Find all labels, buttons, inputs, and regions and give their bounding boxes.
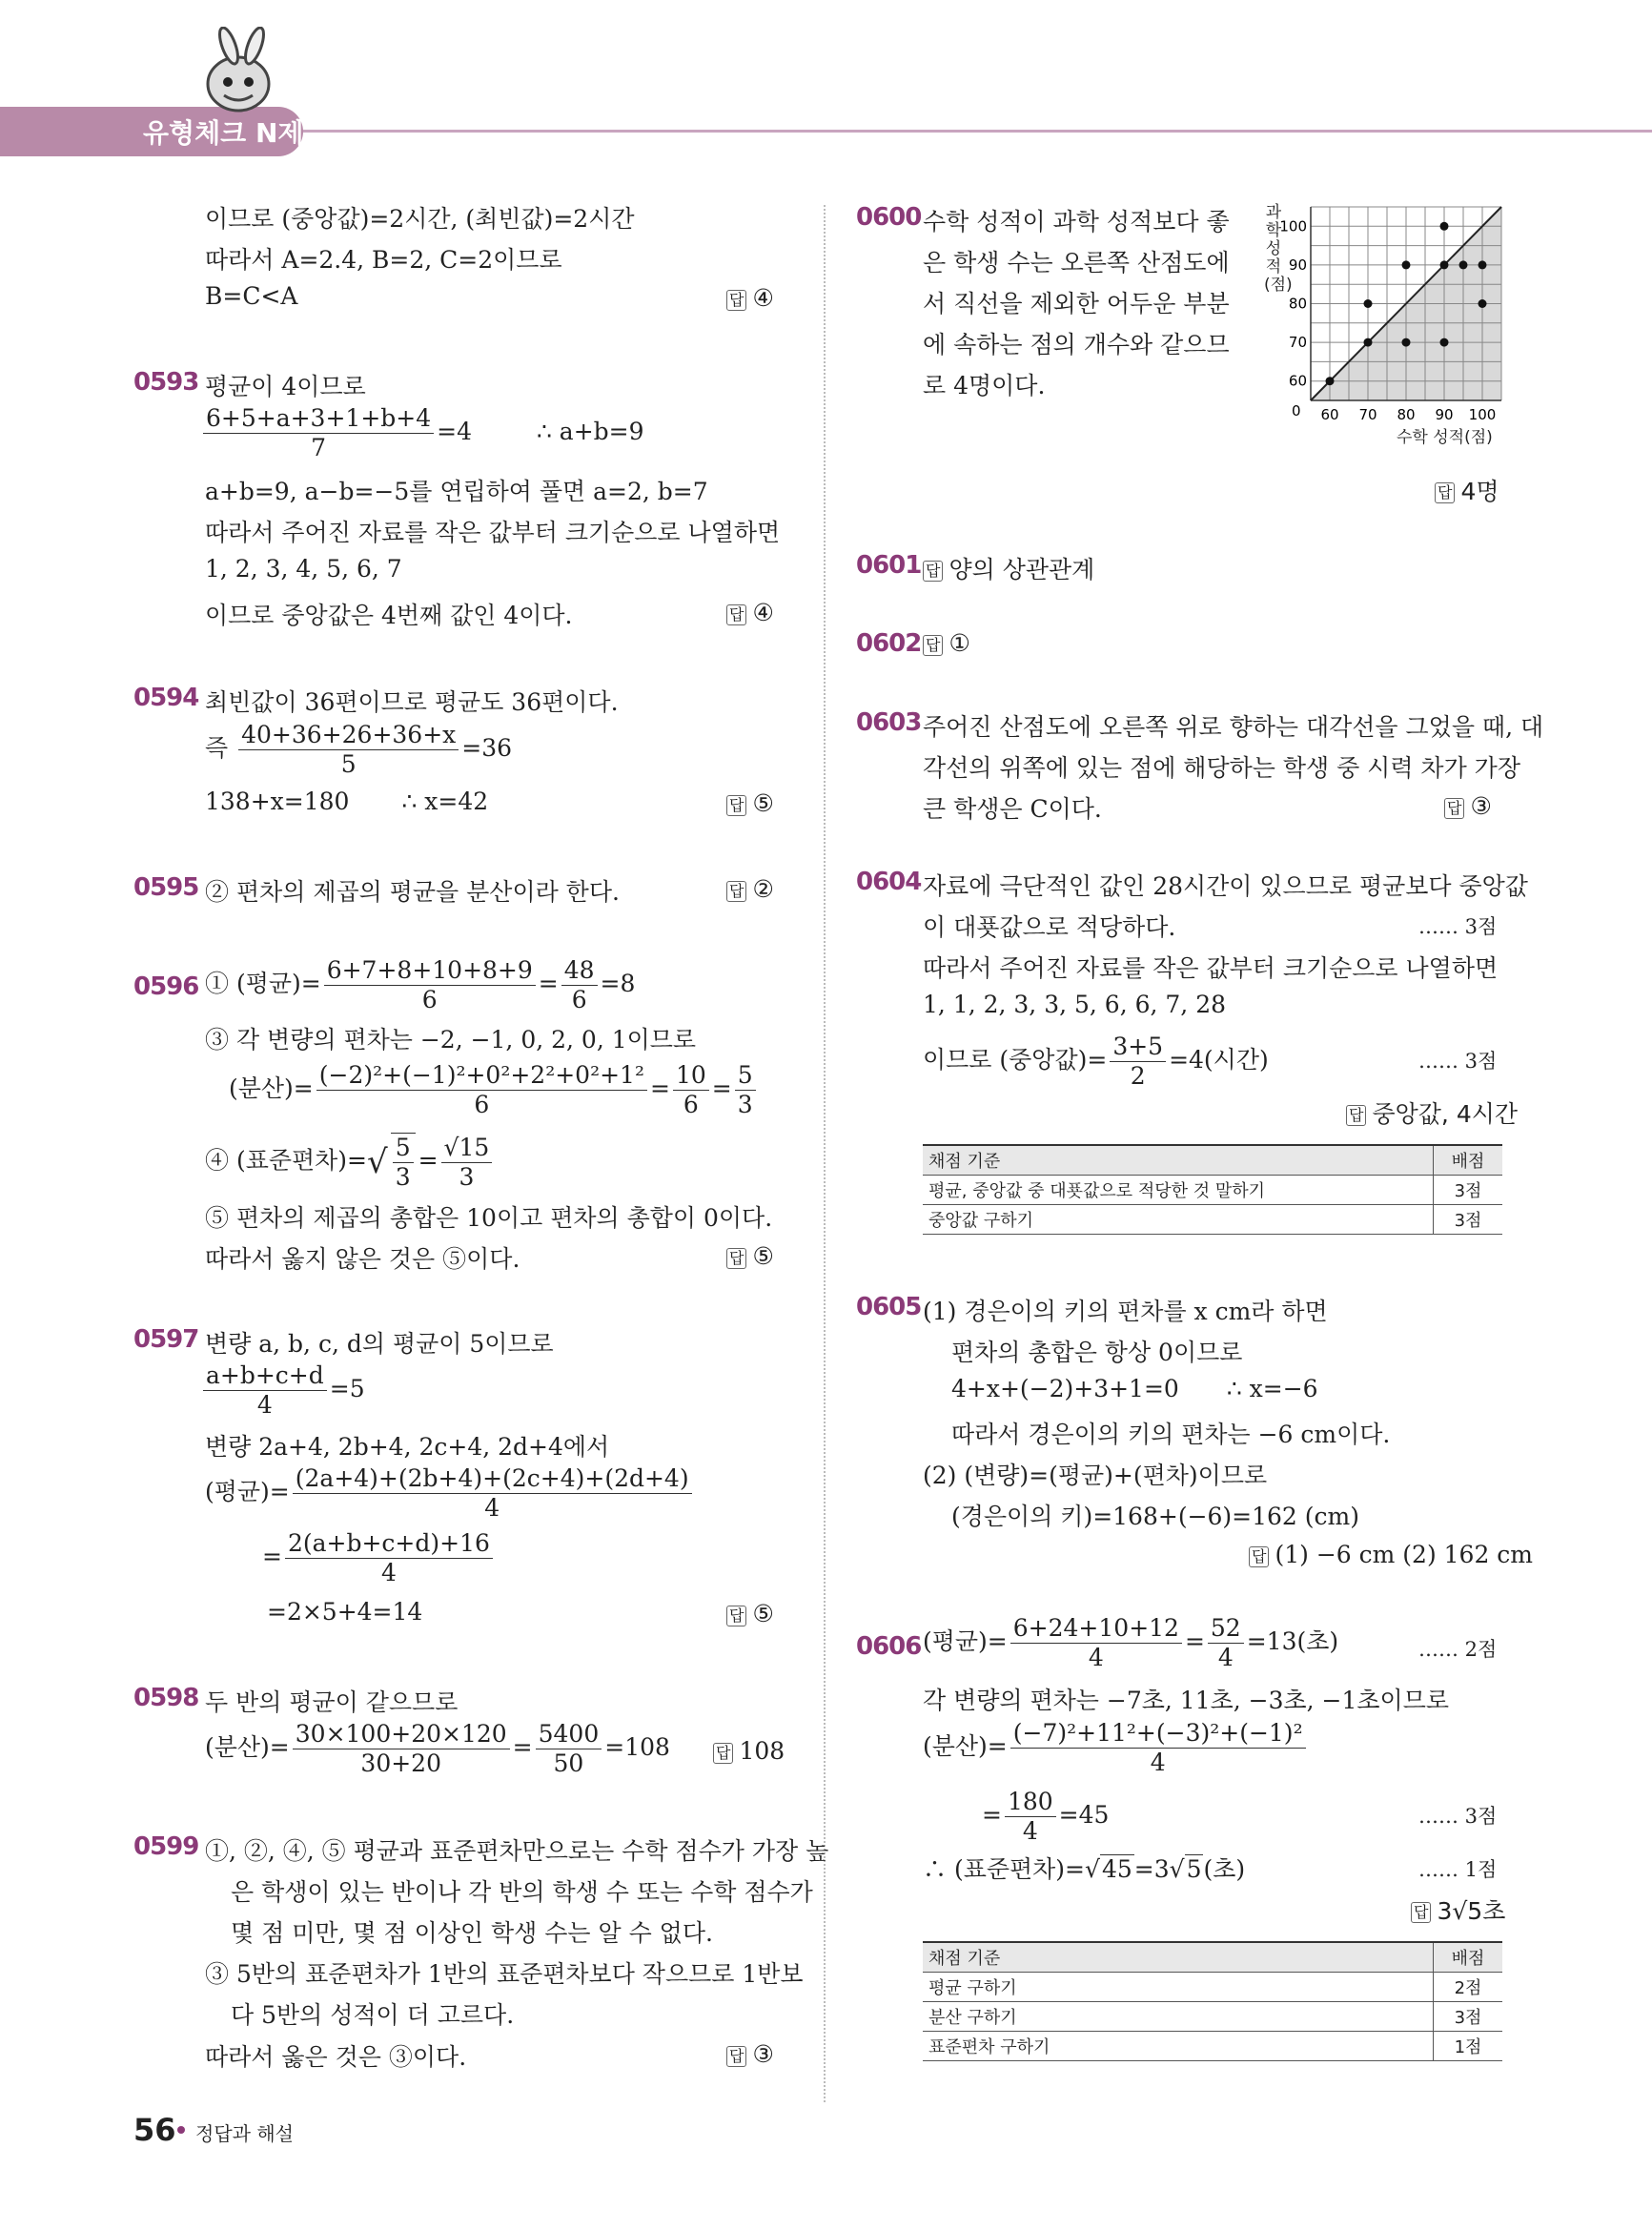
answer: 답 4명 [1435,473,1499,507]
problem-number: 0600 [856,203,922,232]
text-line: 주어진 산점도에 오른쪽 위로 향하는 대각선을 그었을 때, 대 [923,713,1544,741]
text-line: 은 학생이 있는 반이나 각 반의 학생 수 또는 수학 점수가 [231,1878,813,1906]
equation: $\frac{6+5+a+3+1+b+4}{7}$ =4 ∴ a+b=9 [200,404,644,462]
text-line: 따라서 주어진 자료를 작은 값부터 크기순으로 나열하면 [205,519,781,546]
text-line: =2×5+4=14 [267,1598,423,1626]
text-line: 에 속하는 점의 개수와 같으므 [923,331,1230,358]
data-point [1459,260,1468,269]
text-line: ③ 각 변량의 편차는 −2, −1, 0, 2, 0, 1이므로 [205,1026,697,1054]
problem-number: 0593 [133,368,199,397]
x-tick-label: 90 [1435,406,1454,423]
x-tick-label: 80 [1397,406,1416,423]
text-line: 몇 점 미만, 몇 점 이상인 학생 수는 알 수 없다. [231,1919,713,1947]
problem-number: 0599 [133,1832,199,1861]
origin-label: 0 [1292,402,1301,419]
problem-number: 0604 [856,868,922,896]
problem-number: 0603 [856,708,922,737]
equation: 4+x+(−2)+3+1=0 ∴ x=−6 [951,1375,1318,1402]
problem-number: 0595 [133,873,199,902]
answer: 답 ④ [726,284,774,312]
score: …… 3점 [1418,1805,1498,1828]
text-line: (1) 경은이의 키의 편차를 x cm라 하면 [923,1298,1328,1325]
text-line: ② 편차의 제곱의 평균을 분산이라 한다. [205,878,620,906]
text-line: (2) (변량)=(평균)+(편차)이므로 [923,1462,1268,1489]
text-line: B=C<A [205,282,298,310]
text-line: 최빈값이 36편이므로 평균도 36편이다. [205,688,619,716]
answer: 답 (1) −6 cm (2) 162 cm [1249,1541,1533,1568]
answer-mark: 답 [726,290,746,311]
equation: (분산)= $\frac{30\times 100+20\times 120}{30+20}$ = $\frac{5400}{50}$ =108 [205,1720,670,1777]
page-number: 56 [133,2112,176,2148]
answer: 답 중앙값, 4시간 [1346,1095,1518,1130]
text-line: 따라서 옳은 것은 ③이다. [205,2043,467,2071]
header-title: 유형체크 N제 [143,117,304,149]
text-line: 이 대푯값으로 적당하다. [923,913,1176,941]
chart-xlabel: 수학 성적(점) [1397,428,1493,447]
equation: ④ (표준편차)=√ $\frac{5}{3}$ = $\frac{√15}{3}$ [205,1133,495,1192]
equation: (분산)= $\frac{\text{(−7)²+11²+(−3)²+(−1)²}}{4}$ [923,1719,1309,1777]
equation: (평균)= $\frac{6+24+10+12}{4}$ = $\frac{52}{4}$ =13(초) [923,1614,1339,1671]
equation: (분산)= $\frac{\text{(−2)²+(−1)²+0²+2²+0²+1²}}{6}$ = $\frac{10}{6}$ = $\frac{5}{3}$ [229,1061,759,1119]
chart-ylabel: 과학 성적(점) [1264,203,1293,295]
answer: 답 양의 상관관계 [923,551,1094,585]
equation: ∴ (표준편차)=√45=3√5(초) [923,1855,1246,1883]
text-line: 각 변량의 편차는 −7초, 11초, −3초, −1초이므로 [923,1687,1449,1714]
footer-section: 정답과 해설 [195,2122,294,2145]
data-point [1440,222,1449,231]
equation: = $\frac{2(a+b+c+d)+16}{4}$ [262,1529,496,1587]
data-point [1440,338,1449,347]
grading-table: 채점 기준 배점 평균 구하기 2점 분산 구하기 3점 표준편차 구하기 1점 [923,1941,1502,2061]
data-point [1402,338,1411,347]
problem-number: 0594 [133,684,199,712]
problem-number: 0597 [133,1325,199,1354]
text-line: 따라서 경은이의 키의 편차는 −6 cm이다. [951,1421,1391,1448]
equation: 138+x=180 ∴ x=42 [205,788,489,815]
text-line: ③ 5반의 표준편차가 1반의 표준편차보다 작으므로 1반보 [205,1960,804,1988]
answer: 답 108 [713,1737,785,1765]
equation: 즉 $\frac{40+36+26+36+x}{5}$ =36 [205,721,513,778]
x-tick-label: 60 [1320,406,1339,423]
equation: ① (평균)= $\frac{6+7+8+10+8+9}{6}$ = $\frac{48}{6}$ =8 [205,956,636,1013]
answer: 답 ③ [726,2040,774,2068]
data-point [1326,377,1335,385]
x-tick-label: 100 [1468,406,1497,423]
text-line: 변량 2a+4, 2b+4, 2c+4, 2d+4에서 [205,1433,610,1461]
equation: (평균)= $\frac{(2a+4)+(2b+4)+(2c+4)+(2d+4)}{4}$ [205,1464,695,1523]
y-tick-label: 100 [1279,217,1307,235]
data-point [1479,260,1487,269]
y-tick-label: 70 [1288,334,1307,352]
text-line: 이므로 (중앙값)=2시간, (최빈값)=2시간 [205,205,635,233]
text-line: ⑤ 편차의 제곱의 총합은 10이고 편차의 총합이 0이다. [205,1204,773,1232]
header-rule [286,130,1652,133]
text-line: 다 5반의 성적이 더 고르다. [231,2001,515,2029]
text-line: 1, 1, 2, 3, 3, 5, 6, 6, 7, 28 [923,991,1227,1018]
equation: = $\frac{180}{4}$ =45 [982,1788,1110,1845]
problem-number: 0596 [133,972,199,1001]
score: …… 3점 [1418,915,1498,938]
answer: 답 ⑤ [726,1242,774,1270]
equation: $\frac{a+b+c+d}{4}$ =5 [200,1361,365,1420]
answer: 답 ① [923,629,970,657]
y-tick-label: 60 [1288,372,1307,390]
score: …… 3점 [1418,1050,1498,1073]
equation: 이므로 (중앙값)= $\frac{3+5}{2}$ =4(시간) [923,1033,1269,1090]
problem-number: 0598 [133,1684,199,1712]
text-line: 각선의 위쪽에 있는 점에 해당하는 학생 중 시력 차가 가장 [923,754,1520,782]
text-line: 두 반의 평균이 같으므로 [205,1688,459,1716]
score: …… 1점 [1418,1858,1498,1881]
problem-number: 0605 [856,1293,922,1321]
answer: 답 ② [726,875,774,903]
text-line: 편차의 총합은 항상 0이므로 [951,1339,1243,1366]
footer-dot [177,2126,185,2134]
text-line: 따라서 주어진 자료를 작은 값부터 크기순으로 나열하면 [923,954,1499,982]
text-line: 따라서 옳지 않은 것은 ⑤이다. [205,1245,520,1273]
text-line: 따라서 A=2.4, B=2, C=2이므로 [205,246,562,274]
problem-number: 0601 [856,551,922,580]
data-point [1402,260,1411,269]
text-line: 변량 a, b, c, d의 평균이 5이므로 [205,1330,554,1358]
answer: 답 ⑤ [726,789,774,817]
text-line: 1, 2, 3, 4, 5, 6, 7 [205,555,402,583]
text-line: 큰 학생은 C이다. [923,795,1102,823]
scatter-plot [1258,195,1506,453]
text-line: (경은이의 키)=168+(−6)=162 (cm) [951,1503,1360,1530]
y-tick-label: 90 [1288,256,1307,274]
answer: 답 ③ [1444,792,1492,820]
answer: 답 ④ [726,599,774,626]
column-divider [824,205,826,2102]
y-tick-label: 80 [1288,295,1307,313]
data-point [1364,338,1373,347]
text-line: 서 직선을 제외한 어두운 부분 [923,290,1230,317]
problem-number: 0606 [856,1632,922,1661]
answer: 답 ⑤ [726,1600,774,1627]
grading-table: 채점 기준 배점 평균, 중앙값 중 대푯값으로 적당한 것 말하기 3점 중앙값 구하기 3점 [923,1144,1502,1235]
text-line: 자료에 극단적인 값인 28시간이 있으므로 평균보다 중앙값 [923,872,1528,900]
x-tick-label: 70 [1358,406,1377,423]
data-point [1364,299,1373,308]
text-line: 로 4명이다. [923,372,1046,399]
text-line: 수학 성적이 과학 성적보다 좋 [923,208,1230,235]
data-point [1440,260,1449,269]
score: …… 2점 [1418,1638,1498,1661]
problem-number: 0602 [856,629,922,658]
text-line: 은 학생 수는 오른쪽 산점도에 [923,249,1230,276]
text-line: 이므로 중앙값은 4번째 값인 4이다. [205,602,573,629]
text-line: a+b=9, a−b=−5를 연립하여 풀면 a=2, b=7 [205,478,708,505]
answer: 답 3√5초 [1411,1892,1505,1927]
data-point [1479,299,1487,308]
text-line: ①, ②, ④, ⑤ 평균과 표준편차만으로는 수학 점수가 가장 높 [205,1837,829,1865]
text-line: 평균이 4이므로 [205,373,366,400]
